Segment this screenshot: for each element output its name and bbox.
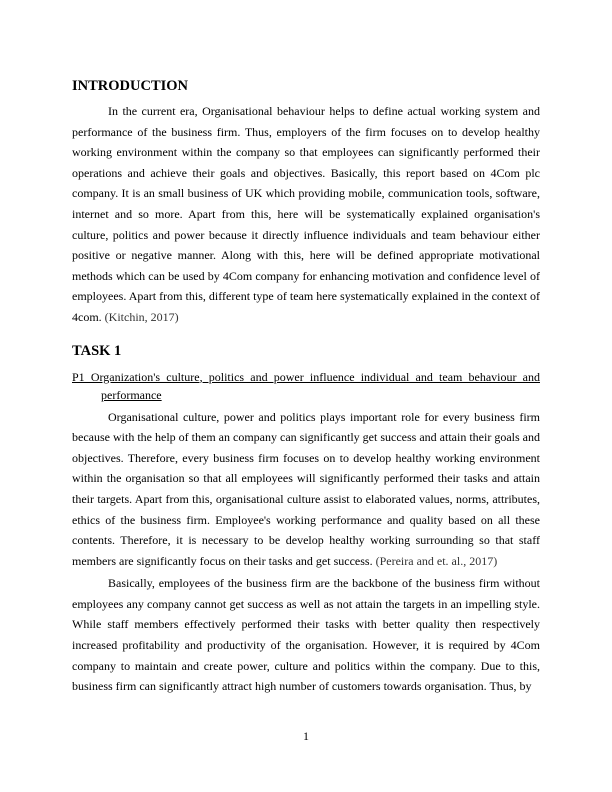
introduction-heading: INTRODUCTION: [72, 78, 189, 94]
task1-heading: TASK 1: [72, 342, 122, 359]
introduction-citation: (Kitchin, 2017): [104, 309, 179, 324]
page-content: [72, 77, 540, 697]
task1-citation-1: (Pereira and et. al., 2017): [375, 553, 498, 568]
task1-paragraph-1: [72, 407, 540, 572]
task1-paragraph-1-text: Organisational culture, power and politics plays important role for every business firm because with the help of them an company can significantly get success and attain their goals and objectives. Therefore, every business firm focuses on to develop healthy working environment within the organisation so that all employees will significantly performed their tasks and attain their targets. Apart from this, organisational culture assist to elaborated values, norms, attributes, ethics of the business firm. Employee's working performance and quality based on all these contents. Therefore, it is necessary to be develop healthy working surrounding so that staff members are significantly focus on their tasks and get success.: [72, 409, 540, 568]
introduction-text: In the current era, Organisational behaviour helps to define actual working system and performance of the business firm. Thus, employers of the firm focuses on to develop healthy working environment within the company so that employees can significantly performed their operations and achieve their goals and objectives. Basically, this report based on 4Com plc company. It is an small business of UK which providing mobile, communication tools, software, internet and so more. Apart from this, here will be systematically explained organisation's culture, politics and power because it directly influence individuals and team behaviour either positive or negative manner. Along with this, here will be defined appropriate motivational methods which can be used by 4Com company for enhancing motivation and confidence level of employees. Apart from this, different type of team here systematically explained in the context of 4com.: [72, 104, 540, 324]
page-number: 1: [303, 729, 309, 743]
introduction-paragraph: [72, 101, 540, 328]
task1-paragraph-2: Basically, employees of the business firm are the backbone of the business firm without employees any company cannot get success as well as not attain the targets in an impelling style. While staff members effectively performed their tasks with better quality then respectively increased profitability and productivity of the organisation. However, it is required by 4Com company to maintain and create power, culture and politics within the company. Due to this, business firm can significantly attract high number of customers towards organisation. Thus, by: [72, 576, 540, 694]
task1-subheading: P1 Organization's culture, politics and power influence individual and team behaviour and performance: [72, 369, 540, 403]
